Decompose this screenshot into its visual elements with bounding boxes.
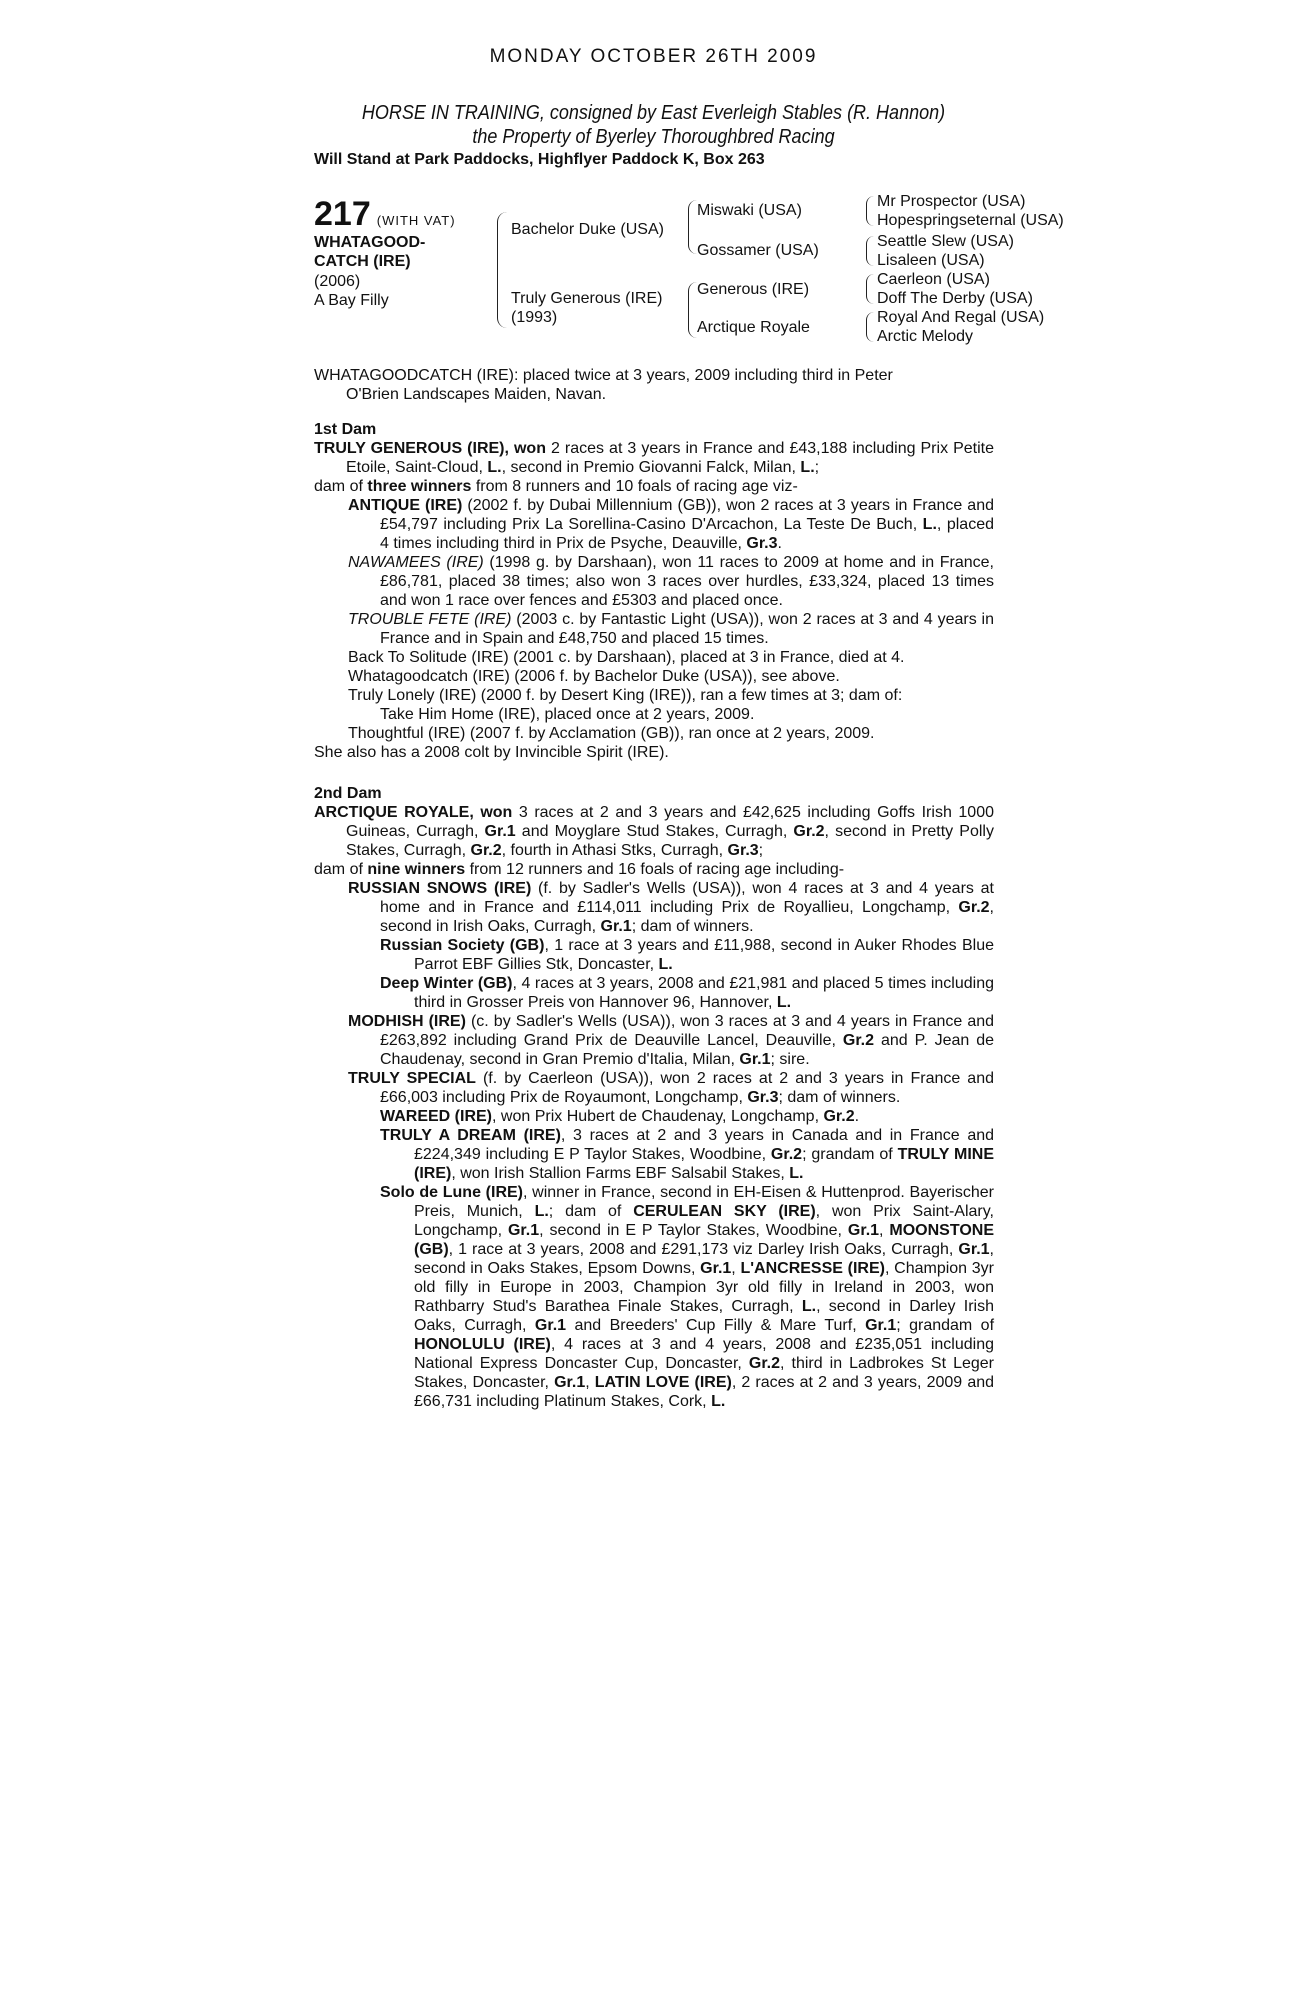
second-dam-produce-summary: dam of nine winners from 12 runners and 16 foals of racing age including- [314, 861, 845, 878]
produce-nawamees: NAWAMEES (IRE) (1998 g. by Darshaan), won 11 races to 2009 at home and in France, £86,781, placed 38 times; also won 3 races over hurdles, £33,324, placed 13 times and won 1 race over fences and £5303 and placed once. [348, 554, 994, 609]
produce-take-him-home: Take Him Home (IRE), placed once at 2 years, 2009. [380, 706, 755, 723]
horse-name-line2: CATCH (IRE) [314, 253, 411, 270]
produce-wareed: WAREED (IRE), won Prix Hubert de Chaudenay, Longchamp, Gr.2. [380, 1108, 860, 1125]
sire: Bachelor Duke (USA) [511, 221, 664, 238]
produce-2008-colt: She also has a 2008 colt by Invincible Spirit (IRE). [314, 744, 669, 761]
gen3-brace-4 [866, 312, 874, 342]
dds: Royal And Regal (USA) [877, 309, 1045, 326]
produce-back-to-solitude: Back To Solitude (IRE) (2001 c. by Darshaan), placed at 3 in France, died at 4. [348, 649, 905, 666]
produce-truly-lonely: Truly Lonely (IRE) (2000 f. by Desert King (IRE)), ran a few times at 3; dam of: [348, 687, 903, 704]
summary-line-1: WHATAGOODCATCH (IRE): placed twice at 3 years, 2009 including third in Peter [314, 367, 893, 384]
horse-summary [314, 366, 994, 404]
consignor-line: HORSE IN TRAINING, consigned by East Everleigh Stables (R. Hannon) [361, 102, 946, 124]
sire-line-brace [688, 200, 697, 254]
sire-dam-brace [497, 212, 508, 328]
first-dam-name: TRULY GENEROUS (IRE), won [314, 440, 546, 457]
sale-date: MONDAY OCTOBER 26TH 2009 [489, 46, 818, 67]
produce-truly-special: TRULY SPECIAL (f. by Caerleon (USA)), won 2 races at 2 and 3 years in France and £66,003 including Prix de Royaumont, Longchamp, Gr.3; dam of winners. [348, 1070, 995, 1106]
dam-year: (1993) [511, 309, 558, 326]
stable-location: Will Stand at Park Paddocks, Highflyer Paddock K, Box 263 [314, 151, 765, 168]
dsd: Doff The Derby (USA) [877, 290, 1033, 307]
ssd: Hopespringseternal (USA) [877, 212, 1064, 229]
horse-meta [314, 272, 389, 310]
lot-number-block [314, 195, 456, 234]
sire-sire: Miswaki (USA) [697, 202, 802, 219]
first-dam-heading: 1st Dam [314, 421, 377, 438]
ddd: Arctic Melody [877, 328, 974, 345]
vat-note: (WITH VAT) [376, 213, 456, 228]
summary-line-2: O'Brien Landscapes Maiden, Navan. [346, 386, 607, 403]
lot-number: 217 [314, 195, 371, 233]
sss: Mr Prospector (USA) [877, 193, 1026, 210]
first-dam-section [314, 420, 994, 762]
produce-thoughtful: Thoughtful (IRE) (2007 f. by Acclamation (GB)), ran once at 2 years, 2009. [348, 725, 875, 742]
dam-name: Truly Generous (IRE) [511, 290, 663, 307]
dam-sire: Generous (IRE) [697, 281, 810, 298]
produce-russian-society: Russian Society (GB), 1 race at 3 years and £11,988, second in Auker Rhodes Blue Parrot EBF Gillies Stk, Doncaster, L. [380, 937, 995, 973]
first-dam-record: TRULY GENEROUS (IRE), won 2 races at 3 years in France and £43,188 including Prix Petite Etoile, Saint-Cloud, L., second in Premio Giovanni Falck, Milan, L.; [314, 440, 994, 476]
gen3-brace-1 [866, 196, 874, 226]
second-dam-heading: 2nd Dam [314, 785, 382, 802]
produce-trouble-fete: TROUBLE FETE (IRE) (2003 c. by Fantastic Light (USA)), won 2 races at 3 and 4 years in France and in Spain and £48,750 and placed 15 times. [348, 611, 994, 647]
produce-whatagoodcatch: Whatagoodcatch (IRE) (2006 f. by Bachelor Duke (USA)), see above. [348, 668, 840, 685]
horse-description: A Bay Filly [314, 292, 389, 309]
produce-truly-a-dream: TRULY A DREAM (IRE), 3 races at 2 and 3 years in Canada and in France and £224,349 including E P Taylor Stakes, Woodbine, Gr.2; grandam of TRULY MINE (IRE), won Irish Stallion Farms EBF Salsabil Stakes, L. [380, 1127, 995, 1182]
dss: Caerleon (USA) [877, 271, 990, 288]
produce-russian-snows: RUSSIAN SNOWS (IRE) (f. by Sadler's Wells (USA)), won 4 races at 3 and 4 years at home and in France and £114,011 including Prix de Royallieu, Longchamp, Gr.2, second in Irish Oaks, Curragh, Gr.1; dam of winners. [348, 880, 995, 935]
gen3-brace-2 [866, 236, 874, 266]
property-line: the Property of Byerley Thoroughbred Racing [472, 126, 835, 148]
first-dam-produce-summary: dam of three winners from 8 runners and 10 foals of racing age viz- [314, 478, 798, 495]
horse-name-line1: WHATAGOOD- [314, 234, 426, 251]
produce-modhish: MODHISH (IRE) (c. by Sadler's Wells (USA)), won 3 races at 3 and 4 years in France and £263,892 including Grand Prix de Deauville Lancel, Deauville, Gr.2 and P. Jean de Chaudenay, second in Gran Premio d'Italia, Milan, Gr.1; sire. [348, 1013, 995, 1068]
sds: Seattle Slew (USA) [877, 233, 1014, 250]
horse-name [314, 233, 464, 271]
dam-line-brace [688, 282, 697, 338]
produce-deep-winter: Deep Winter (GB), 4 races at 3 years, 2008 and £21,981 and placed 5 times including third in Grosser Preis von Hannover 96, Hannover, L. [380, 975, 994, 1011]
second-dam-name: ARCTIQUE ROYALE, won [314, 804, 513, 821]
sdd: Lisaleen (USA) [877, 252, 985, 269]
gen3-brace-3 [866, 274, 874, 304]
foaling-year: (2006) [314, 273, 361, 290]
produce-solo-de-lune: Solo de Lune (IRE), winner in France, second in EH-Eisen & Huttenprod. Bayerischer Preis, Munich, L.; dam of CERULEAN SKY (IRE), won Prix Saint-Alary, Longchamp, Gr.1, second in E P Taylor Stakes, Woodbine, Gr.1, MOONSTONE (GB), 1 race at 3 years, 2008 and £291,173 viz Darley Irish Oaks, Curragh, Gr.1, second in Oaks Stakes, Epsom Downs, Gr.1, L'ANCRESSE (IRE), Champion 3yr old filly in Europe in 2003, Champion 3yr old filly in Ireland in 2003, won Rathbarry Stud's Barathea Finale Stakes, Curragh, L., second in Darley Irish Oaks, Curragh, Gr.1 and Breeders' Cup Filly & Mare Turf, Gr.1; grandam of HONOLULU (IRE), 4 races at 3 and 4 years, 2008 and £235,051 including National Express Doncaster Cup, Doncaster, Gr.2, third in Ladbrokes St Leger Stakes, Doncaster, Gr.1, LATIN LOVE (IRE), 2 races at 2 and 3 years, 2009 and £66,731 including Platinum Stakes, Cork, L. [380, 1184, 995, 1410]
produce-antique: ANTIQUE (IRE) (2002 f. by Dubai Millennium (GB)), won 2 races at 3 years in France and £54,797 including Prix La Sorellina-Casino D'Arcachon, La Teste De Buch, L., placed 4 times including third in Prix de Psyche, Deauville, Gr.3. [348, 497, 995, 552]
sire-dam: Gossamer (USA) [697, 242, 819, 259]
second-dam-section [314, 784, 994, 1411]
second-dam-record: ARCTIQUE ROYALE, won 3 races at 2 and 3 years and £42,625 including Goffs Irish 1000 Guineas, Curragh, Gr.1 and Moyglare Stud Stakes, Curragh, Gr.2, second in Pretty Polly Stakes, Curragh, Gr.2, fourth in Athasi Stks, Curragh, Gr.3; [314, 804, 994, 859]
dam-dam: Arctique Royale [697, 319, 810, 336]
